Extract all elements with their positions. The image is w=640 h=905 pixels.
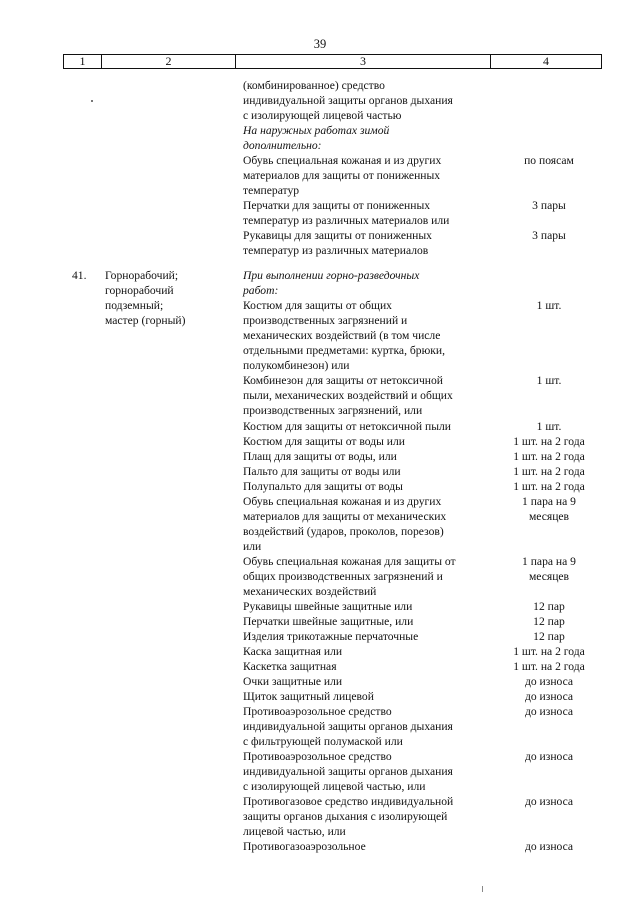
ppe-item-text: Противоаэрозольное средство xyxy=(243,705,392,718)
ppe-item-text: Обувь специальная кожаная и из других xyxy=(243,154,442,167)
row-number: 41. xyxy=(72,269,87,282)
ppe-item-text: Каскетка защитная xyxy=(243,660,337,673)
issue-norm-text: 1 шт. на 2 года xyxy=(513,480,585,493)
issue-norm-text: до износа xyxy=(524,675,574,688)
column-header-3: 3 xyxy=(236,55,491,68)
ppe-item-text: общих производственных загрязнений и xyxy=(243,570,443,583)
ppe-item-text: Очки защитные или xyxy=(243,675,343,688)
issue-norm-text: до износа xyxy=(524,690,574,703)
ppe-item-text: Щиток защитный лицевой xyxy=(243,690,374,703)
ppe-item-text: Костюм для защиты от воды или xyxy=(243,435,405,448)
ppe-item-text: температур из различных материалов или xyxy=(243,214,450,227)
ppe-item-text: Костюм для защиты от общих xyxy=(243,299,392,312)
profession-text: подземный; xyxy=(105,299,164,312)
ppe-item-text: На наружных работах зимой xyxy=(243,124,390,137)
ppe-item-text: индивидуальной защиты органов дыхания xyxy=(243,765,453,778)
issue-norm-text: до износа xyxy=(524,750,574,763)
column-header-4: 4 xyxy=(543,54,549,68)
ppe-item-text: Пальто для защиты от воды или xyxy=(243,465,401,478)
profession-text: горнорабочий xyxy=(105,284,174,297)
ppe-item-text: Рукавицы для защиты от пониженных xyxy=(243,229,432,242)
ppe-item-text: с изолирующей лицевой частью, или xyxy=(243,780,426,793)
ppe-item-text: индивидуальной защиты органов дыхания xyxy=(243,720,453,733)
ppe-item-text: температур xyxy=(243,184,300,197)
issue-norm-text: 1 шт. xyxy=(536,299,562,312)
ppe-item-text: Рукавицы швейные защитные или xyxy=(243,600,413,613)
scan-speck xyxy=(91,100,93,102)
ppe-item-text: Костюм для защиты от нетоксичной пыли xyxy=(243,420,452,433)
ppe-item-text: Обувь специальная кожаная и из других xyxy=(243,495,442,508)
issue-norm-text: 1 пара на 9 xyxy=(522,495,576,508)
issue-norm-text: 1 шт. на 2 года xyxy=(513,645,585,658)
ppe-item-text: Плащ для защиты от воды, или xyxy=(243,450,397,463)
ppe-item-text: Противоаэрозольное средство xyxy=(243,750,392,763)
ppe-item-text: отдельными предметами: куртка, брюки, xyxy=(243,344,445,357)
issue-norm-text: 1 шт. xyxy=(536,374,562,387)
issue-norm-text: 1 шт. на 2 года xyxy=(513,465,585,478)
ppe-item-text: Перчатки швейные защитные, или xyxy=(243,615,414,628)
issue-norm-text: 1 шт. на 2 года xyxy=(513,450,585,463)
issue-norm-text: по поясам xyxy=(524,154,574,167)
ppe-item-text: или xyxy=(243,540,262,553)
ppe-item-text: Каска защитная или xyxy=(243,645,343,658)
column-header-2: 2 xyxy=(102,55,236,68)
ppe-item-text: с изолирующей лицевой частью xyxy=(243,109,402,122)
ppe-item-text: Полупальто для защиты от воды xyxy=(243,480,403,493)
issue-norm-text: 3 пары xyxy=(532,229,566,242)
issue-norm-text: 1 шт. на 2 года xyxy=(513,435,585,448)
profession-text: Горнорабочий; xyxy=(105,269,179,282)
issue-norm-text: до износа xyxy=(524,795,574,808)
ppe-item-text: температур из различных материалов xyxy=(243,244,429,257)
ppe-item-text: Комбинезон для защиты от нетоксичной xyxy=(243,374,444,387)
scan-speck xyxy=(482,886,483,892)
column-header-1: 1 xyxy=(64,55,102,68)
ppe-item-text: воздействий (ударов, проколов, порезов) xyxy=(243,525,444,538)
ppe-item-text: дополнительно: xyxy=(243,139,322,152)
ppe-item-text: индивидуальной защиты органов дыхания xyxy=(243,94,453,107)
issue-norm-text: месяцев xyxy=(528,570,570,583)
ppe-item-text: Противогазоаэрозольное xyxy=(243,840,366,853)
ppe-item-text: Обувь специальная кожаная для защиты от xyxy=(243,555,456,568)
ppe-item-text: полукомбинезон) или xyxy=(243,359,350,372)
issue-norm-text: до износа xyxy=(524,840,574,853)
issue-norm-text: 12 пар xyxy=(533,630,565,643)
ppe-item-text: с фильтрующей полумаской или xyxy=(243,735,403,748)
issue-norm-text: месяцев xyxy=(528,510,570,523)
page-number: 39 xyxy=(313,37,327,51)
ppe-item-text: Противогазовое средство индивидуальной xyxy=(243,795,454,808)
ppe-item-text: механических воздействий (в том числе xyxy=(243,329,441,342)
ppe-item-text: пыли, механических воздействий и общих xyxy=(243,389,453,402)
issue-norm-text: до износа xyxy=(524,705,574,718)
issue-norm-text: 1 шт. на 2 года xyxy=(513,660,585,673)
profession-text: мастер (горный) xyxy=(105,314,186,327)
ppe-item-text: производственных загрязнений, или xyxy=(243,404,423,417)
ppe-item-text: При выполнении горно-разведочных xyxy=(243,269,420,282)
ppe-item-text: (комбинированное) средство xyxy=(243,79,385,92)
ppe-item-text: Изделия трикотажные перчаточные xyxy=(243,630,419,643)
ppe-item-text: лицевой частью, или xyxy=(243,825,346,838)
ppe-item-text: производственных загрязнений и xyxy=(243,314,408,327)
issue-norm-text: 1 пара на 9 xyxy=(522,555,576,568)
issue-norm-text: 12 пар xyxy=(533,600,565,613)
ppe-item-text: механических воздействий xyxy=(243,585,377,598)
issue-norm-text: 12 пар xyxy=(533,615,565,628)
ppe-item-text: материалов для защиты от механических xyxy=(243,510,447,523)
issue-norm-text: 1 шт. xyxy=(536,420,562,433)
ppe-item-text: Перчатки для защиты от пониженных xyxy=(243,199,431,212)
ppe-item-text: защиты органов дыхания с изолирующей xyxy=(243,810,448,823)
ppe-item-text: материалов для защиты от пониженных xyxy=(243,169,441,182)
issue-norm-text: 3 пары xyxy=(532,199,566,212)
ppe-item-text: работ: xyxy=(243,284,279,297)
